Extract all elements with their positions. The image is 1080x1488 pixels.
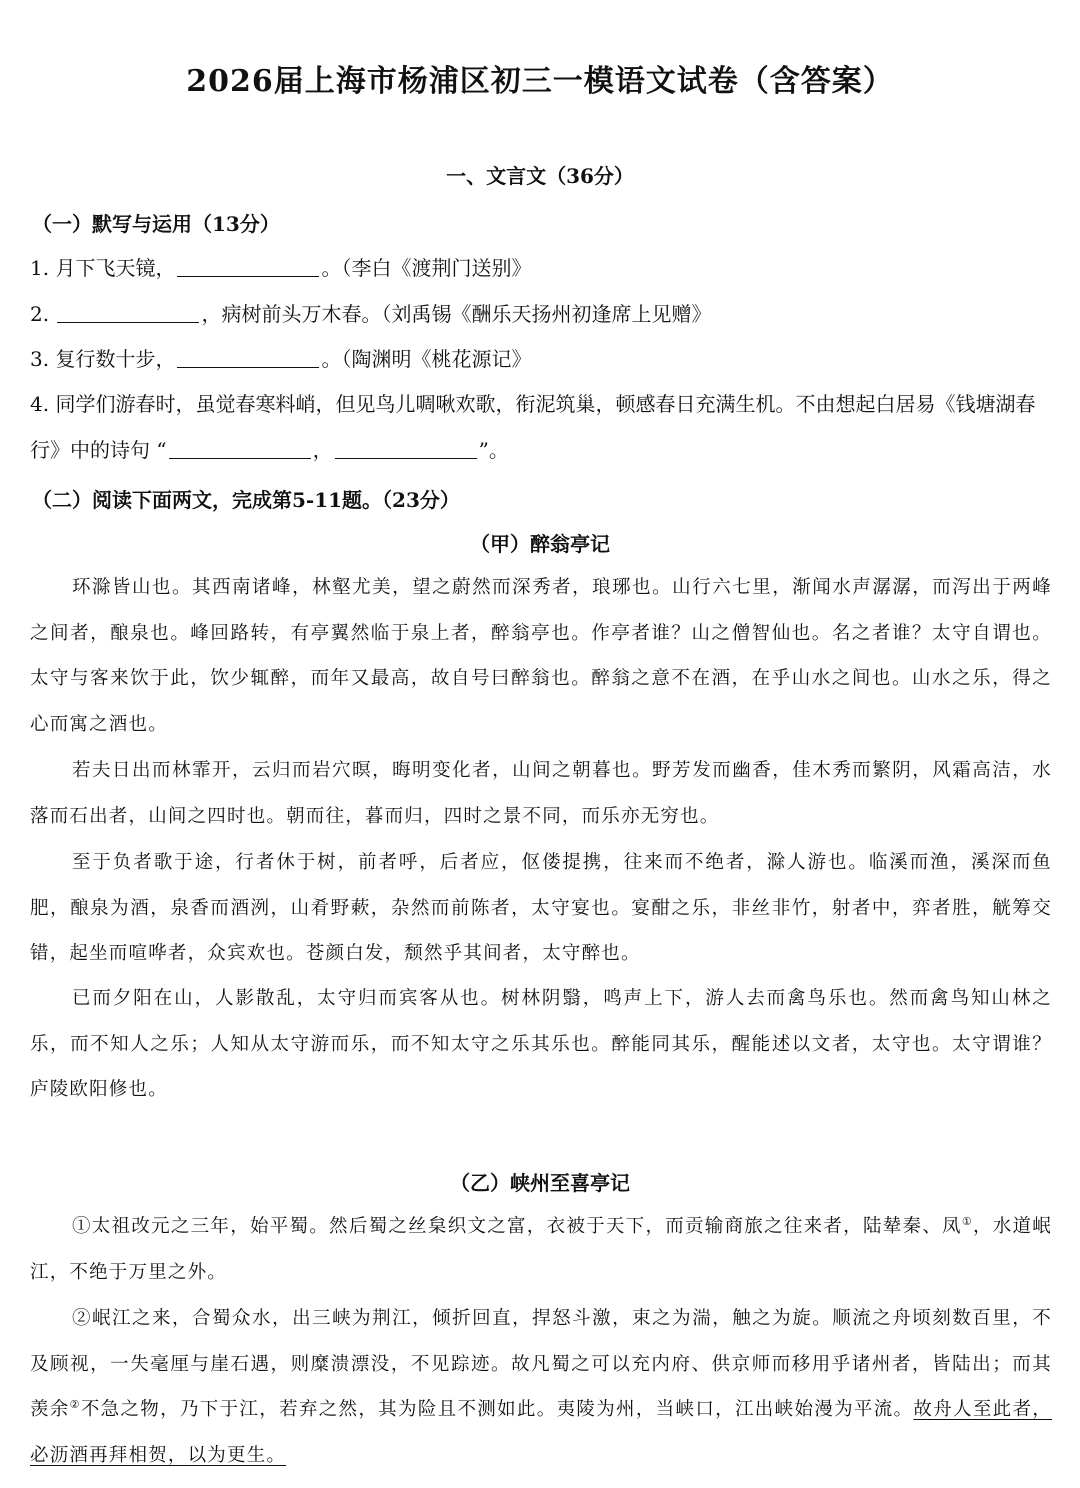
answer-blank[interactable]	[57, 300, 199, 323]
answer-blank[interactable]	[177, 254, 319, 277]
question-2: 2. ，病树前头万木春。（刘禹锡《酬乐天扬州初逢席上见赠》	[30, 302, 712, 326]
answer-blank[interactable]	[177, 345, 319, 368]
question-3: 3. 复行数十步， 。（陶渊明《桃花源记》	[30, 347, 532, 371]
passage-yi-paragraph-1: ①太祖改元之三年，始平蜀。然后蜀之丝枲织文之富，衣被于天下，而贡输商旅之往来者，陆辇秦、凤①，水道岷江，不绝于万里之外。	[30, 1214, 1052, 1283]
part-two-heading: （二）阅读下面两文，完成第5-11题。（23分）	[32, 488, 460, 512]
footnote-marker: ②	[69, 1398, 81, 1412]
part-one-heading: （一）默写与运用（13分）	[32, 212, 280, 236]
passage-jia-paragraph-2: 若夫日出而林霏开，云归而岩穴暝，晦明变化者，山间之朝暮也。野芳发而幽香，佳木秀而繁阴，风霜高洁，水落而石出者，山间之四时也。朝而往，暮而归，四时之景不同，而乐亦无穷也。	[30, 760, 1052, 827]
answer-blank[interactable]	[335, 436, 477, 459]
underlined-sentence: 故舟人至此者，必沥酒再拜相贺，以为更生。	[30, 1399, 1053, 1467]
answer-blank[interactable]	[169, 436, 311, 459]
exam-title: 2026届上海市杨浦区初三一模语文试卷（含答案）	[186, 64, 894, 99]
question-4: 4. 同学们游春时，虽觉春寒料峭，但见鸟儿啁啾欢歌，衔泥筑巢，顿感春日充满生机。不由想起白居易《钱塘湖春行》中的诗句 “ ， ”。	[30, 392, 1036, 462]
question-1: 1. 月下飞天镜， 。（李白《渡荆门送别》	[30, 256, 532, 280]
section-heading: 一、文言文（36分）	[446, 164, 634, 188]
footnote-marker: ①	[961, 1214, 973, 1228]
passage-yi-paragraph-2: ②岷江之来，合蜀众水，出三峡为荆江，倾折回直，捍怒斗激，束之为湍，触之为旋。顺流之舟顷刻数百里，不及顾视，一失毫厘与崖石遇，则糜溃漂没，不见踪迹。故凡蜀之可以充内府、供京师而移用乎诸州者，皆陆出；而其羡余②不急之物，乃下于江，若弃之然，其为险且不测如此。夷陵为州，当峡口，江出峡始漫为平流。故舟人至此者，必沥酒再拜相贺，以为更生。	[30, 1308, 1053, 1467]
passage-yi-title: （乙）峡州至喜亭记	[450, 1171, 630, 1195]
passage-jia-paragraph-3: 至于负者歌于途，行者休于树，前者呼，后者应，伛偻提携，往来而不绝者，滁人游也。临溪而渔，溪深而鱼肥，酿泉为酒，泉香而酒洌，山肴野蔌，杂然而前陈者，太守宴也。宴酣之乐，非丝非竹，射者中，弈者胜，觥筹交错，起坐而喧哗者，众宾欢也。苍颜白发，颓然乎其间者，太守醉也。	[30, 852, 1052, 965]
passage-jia-title: （甲）醉翁亭记	[470, 532, 610, 556]
passage-jia-paragraph-1: 环滁皆山也。其西南诸峰，林壑尤美，望之蔚然而深秀者，琅琊也。山行六七里，渐闻水声潺潺，而泻出于两峰之间者，酿泉也。峰回路转，有亭翼然临于泉上者，醉翁亭也。作亭者谁？山之僧智仙也。名之者谁？太守自谓也。太守与客来饮于此，饮少辄醉，而年又最高，故自号曰醉翁也。醉翁之意不在酒，在乎山水之间也。山水之乐，得之心而寓之酒也。	[30, 577, 1052, 736]
passage-jia-paragraph-4: 已而夕阳在山，人影散乱，太守归而宾客从也。树林阴翳，鸣声上下，游人去而禽鸟乐也。然而禽鸟知山林之乐，而不知人之乐；人知从太守游而乐，而不知太守之乐其乐也。醉能同其乐，醒能述以文者，太守也。太守谓谁？庐陵欧阳修也。	[30, 988, 1052, 1101]
